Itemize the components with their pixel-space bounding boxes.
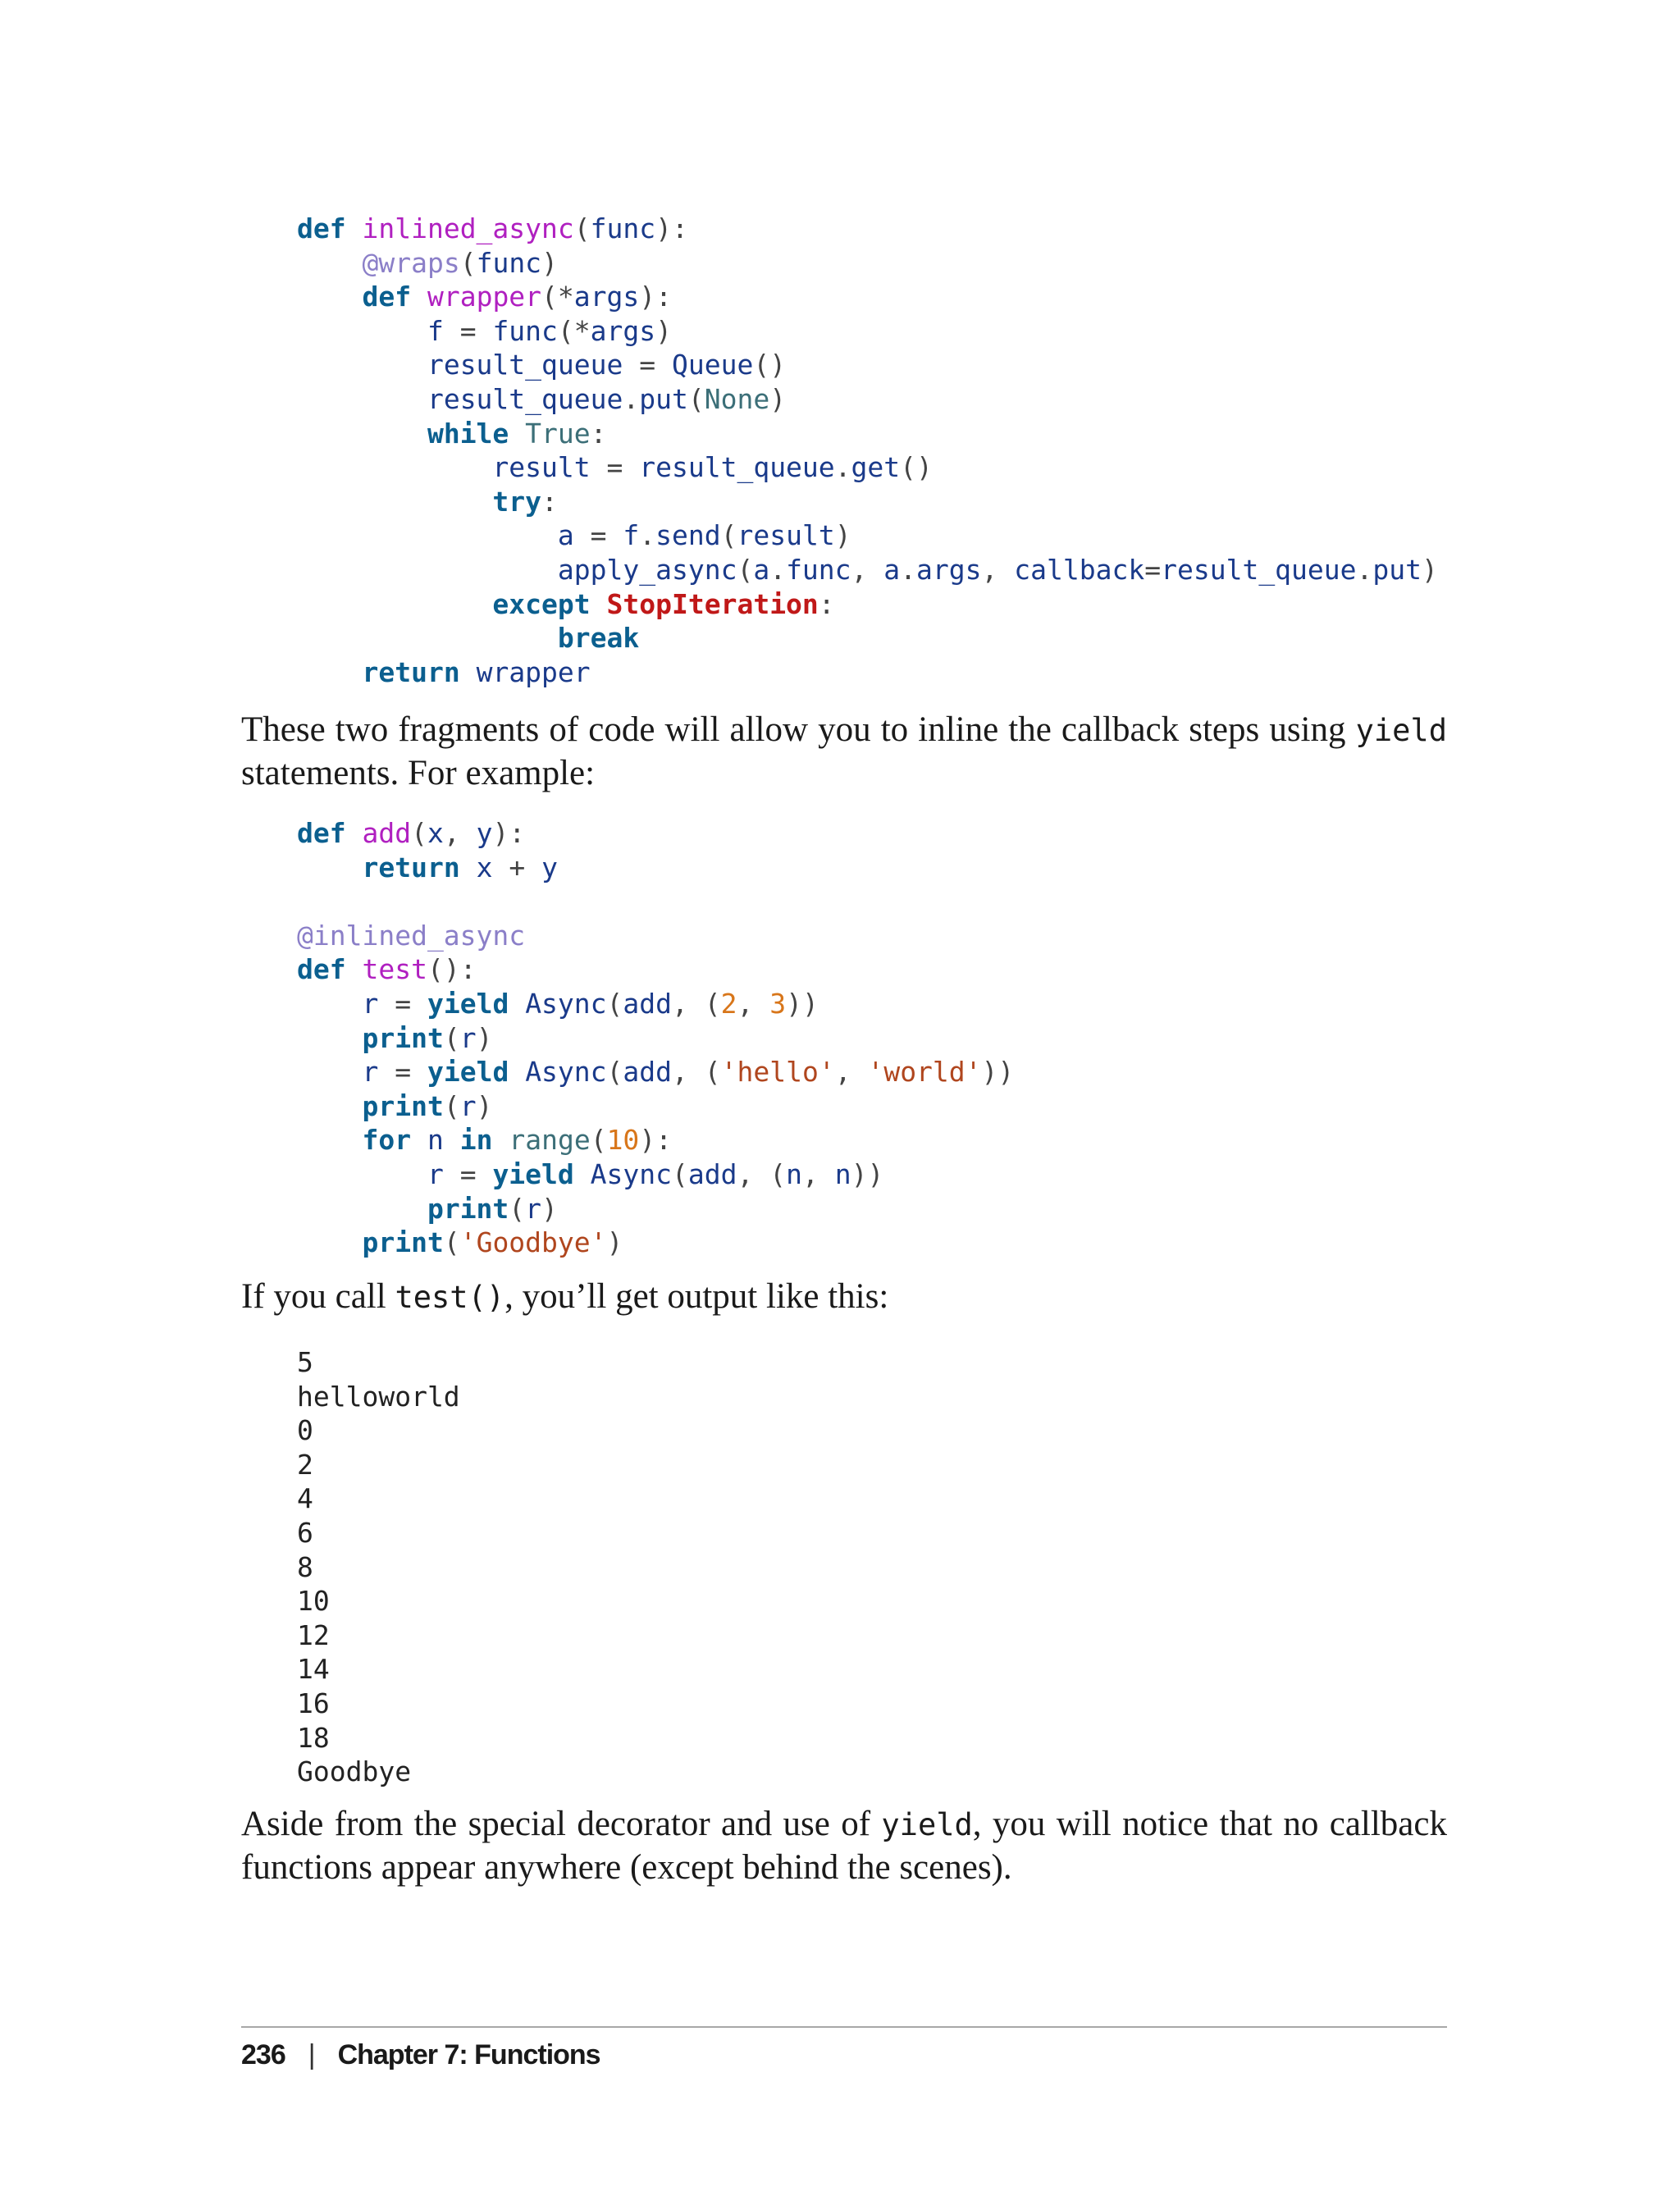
code-line: except StopIteration: bbox=[492, 587, 835, 620]
paragraph-text: , you’ll get output like this: bbox=[504, 1277, 889, 1316]
output-line: 18 bbox=[297, 1721, 330, 1754]
inline-code: yield bbox=[881, 1807, 973, 1842]
code-line: a = f.send(result) bbox=[557, 519, 851, 552]
paragraph-text: If you call bbox=[241, 1277, 395, 1316]
output-line: 16 bbox=[297, 1687, 330, 1719]
output-line: 2 bbox=[297, 1448, 313, 1481]
code-line: result_queue.put(None) bbox=[427, 382, 787, 415]
code-line: def add(x, y): bbox=[297, 817, 526, 849]
footer-separator: | bbox=[308, 2039, 315, 2070]
code-line: r = yield Async(add, (n, n)) bbox=[427, 1157, 884, 1190]
output-line: 12 bbox=[297, 1618, 330, 1651]
paragraph-text: Aside from the special decorator and use of bbox=[241, 1805, 882, 1843]
chapter-title: Chapter 7: Functions bbox=[337, 2039, 600, 2070]
code-line: print(r) bbox=[427, 1192, 558, 1225]
code-line: while True: bbox=[427, 417, 607, 450]
paragraph-call-test bbox=[241, 1276, 1447, 1319]
output-line: 5 bbox=[297, 1346, 313, 1378]
paragraph-conclusion bbox=[241, 1803, 1447, 1889]
code-line bbox=[297, 884, 1014, 919]
code-line: @inlined_async bbox=[297, 919, 526, 952]
footer-rule bbox=[241, 2026, 1447, 2028]
output-line: Goodbye bbox=[297, 1755, 412, 1788]
code-line: try: bbox=[492, 485, 558, 518]
code-line: def wrapper(*args): bbox=[362, 281, 673, 313]
inline-code: yield bbox=[1355, 713, 1447, 748]
output-line: 14 bbox=[297, 1653, 330, 1686]
code-line: f = func(*args) bbox=[427, 314, 673, 347]
output-line: 0 bbox=[297, 1414, 313, 1447]
inline-code: test() bbox=[395, 1280, 505, 1315]
paragraph-text: These two fragments of code will allow you to inline the callback steps using bbox=[241, 710, 1356, 749]
code-line: r = yield Async(add, ('hello', 'world')) bbox=[362, 1056, 1015, 1089]
output-line: 10 bbox=[297, 1585, 330, 1618]
code-line: def test(): bbox=[297, 953, 477, 986]
page-footer bbox=[241, 2039, 600, 2071]
paragraph-text: , you will notice that no callback functions appear anywhere (except behind the scenes). bbox=[241, 1805, 1447, 1887]
code-line: print(r) bbox=[362, 1089, 493, 1122]
code-line: apply_async(a.func, a.args, callback=result_queue.put) bbox=[557, 553, 1438, 586]
code-line: print(r) bbox=[362, 1021, 493, 1054]
output-line: 4 bbox=[297, 1482, 313, 1515]
code-line: break bbox=[557, 622, 640, 655]
code-line: r = yield Async(add, (2, 3)) bbox=[362, 987, 819, 1020]
paragraph-inline-callbacks bbox=[241, 709, 1447, 795]
output-line: helloworld bbox=[297, 1380, 460, 1413]
code-line: return wrapper bbox=[362, 655, 591, 688]
paragraph-text: statements. For example: bbox=[241, 754, 596, 792]
code-line: return x + y bbox=[362, 851, 558, 883]
output-line: 6 bbox=[297, 1516, 313, 1549]
code-line: print('Goodbye') bbox=[362, 1226, 623, 1259]
output-line: 8 bbox=[297, 1550, 313, 1583]
output-block bbox=[297, 1345, 460, 1789]
code-line: result = result_queue.get() bbox=[492, 451, 933, 484]
code-line: for n in range(10): bbox=[362, 1124, 673, 1157]
code-block-example-test bbox=[297, 816, 1014, 1260]
code-block-inlined-async bbox=[297, 212, 1438, 689]
page-number: 236 bbox=[241, 2039, 285, 2070]
code-line: @wraps(func) bbox=[362, 246, 558, 279]
code-line: result_queue = Queue() bbox=[427, 349, 787, 381]
code-line: def inlined_async(func): bbox=[297, 212, 688, 244]
